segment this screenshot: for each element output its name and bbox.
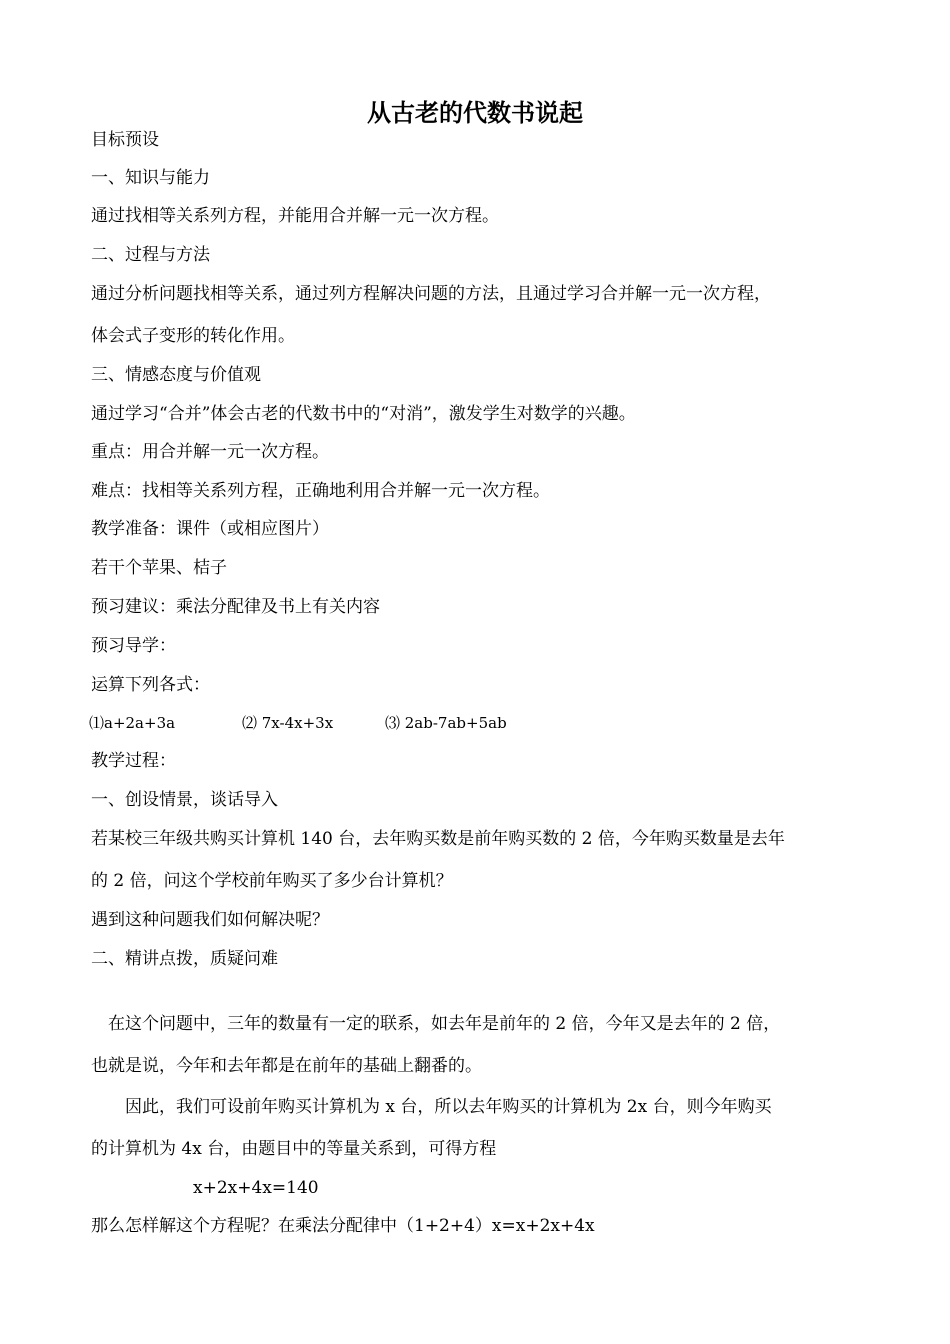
heading-attitude-values: 三、情感态度与价值观	[91, 365, 261, 385]
heading-scenario-intro: 一、创设情景，谈话导入	[91, 790, 278, 810]
paragraph-process-line-1: 通过分析问题找相等关系，通过列方程解决问题的方法，且通过学习合并解一元一次方程，	[91, 284, 771, 304]
problem-line-2: 的 2 倍，问这个学校前年购买了多少台计算机？	[91, 871, 453, 891]
problem-question: 遇到这种问题我们如何解决呢？	[91, 910, 329, 930]
heading-explanation: 二、精讲点拨，质疑问难	[91, 949, 278, 969]
paragraph-knowledge: 通过找相等关系列方程，并能用合并解一元一次方程。	[91, 206, 499, 226]
explanation-line-4: 的计算机为 4x 台，由题目中的等量关系到，可得方程	[91, 1139, 497, 1159]
teaching-preparation: 教学准备：课件（或相应图片）	[91, 519, 329, 539]
heading-knowledge-ability: 一、知识与能力	[91, 168, 210, 188]
difficult-point: 难点：找相等关系列方程，正确地利用合并解一元一次方程。	[91, 481, 550, 501]
preview-guide: 预习导学：	[91, 636, 176, 656]
section-goals-heading: 目标预设	[91, 130, 159, 150]
exercise-2: ⑵ 7x-4x+3x	[242, 714, 334, 732]
teaching-process-heading: 教学过程：	[91, 751, 176, 771]
exercise-1: ⑴a+2a+3a	[89, 714, 176, 732]
preparation-materials: 若干个苹果、桔子	[91, 558, 227, 578]
key-point: 重点：用合并解一元一次方程。	[91, 442, 329, 462]
paragraph-process-line-2: 体会式子变形的转化作用。	[91, 326, 295, 346]
preview-suggestion: 预习建议：乘法分配律及书上有关内容	[91, 597, 380, 617]
explanation-line-2: 也就是说，今年和去年都是在前年的基础上翻番的。	[91, 1056, 482, 1076]
heading-process-method: 二、过程与方法	[91, 245, 210, 265]
document-title: 从古老的代数书说起	[367, 98, 583, 127]
paragraph-attitude: 通过学习“合并”体会古老的代数书中的“对消”，激发学生对数学的兴趣。	[91, 404, 636, 424]
equation: x+2x+4x=140	[91, 1178, 319, 1198]
exercise-instruction: 运算下列各式：	[91, 675, 210, 695]
exercise-3: ⑶ 2ab-7ab+5ab	[385, 714, 507, 732]
explanation-line-3: 因此，我们可设前年购买计算机为 x 台，所以去年购买的计算机为 2x 台，则今年购买	[91, 1097, 772, 1117]
explanation-line-1: 在这个问题中，三年的数量有一定的联系，如去年是前年的 2 倍，今年又是去年的 2 倍，	[91, 1014, 781, 1034]
distributive-law-line: 那么怎样解这个方程呢？在乘法分配律中（1+2+4）x=x+2x+4x	[91, 1216, 595, 1236]
problem-line-1: 若某校三年级共购买计算机 140 台，去年购买数是前年购买数的 2 倍，今年购买数量是去年	[91, 829, 785, 849]
